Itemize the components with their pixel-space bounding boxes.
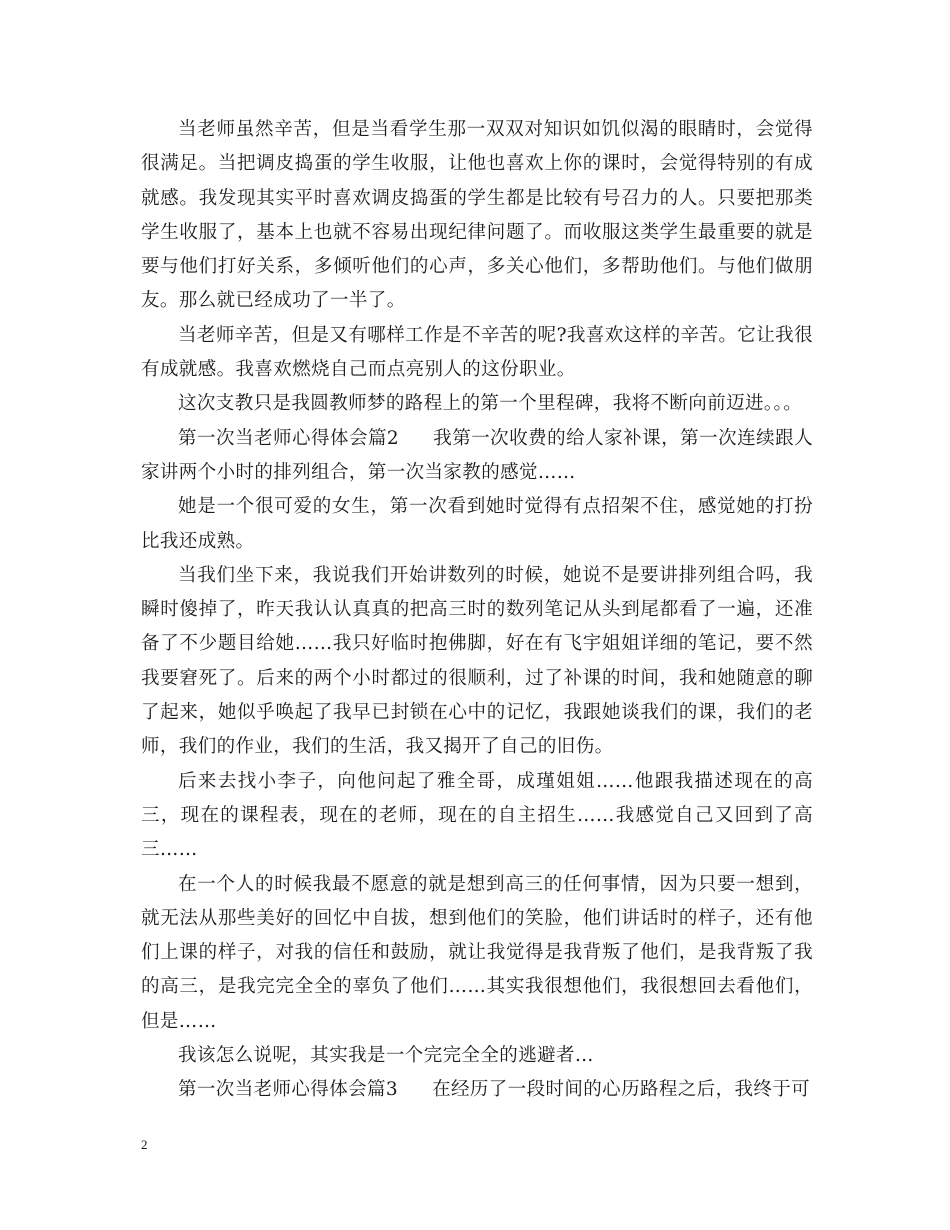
paragraph: 当老师辛苦，但是又有哪样工作是不辛苦的呢?我喜欢这样的辛苦。它让我很有成就感。我喜欢燃烧自己而点亮别人的这份职业。 bbox=[141, 324, 813, 381]
section-2-intro: 我第一次收费的给人家补课，第一次连续跟人家讲两个小时的排列组合，第一次当家教的感觉…… bbox=[141, 427, 813, 483]
page-number: 2 bbox=[141, 1137, 148, 1152]
paragraph: 她是一个很可爱的女生，第一次看到她时觉得有点招架不住，感觉她的打扮比我还成熟。 bbox=[141, 496, 813, 552]
section-3-heading: 第一次当老师心得体会篇3 bbox=[178, 1079, 399, 1101]
section-2-heading: 第一次当老师心得体会篇2 bbox=[178, 427, 400, 449]
section-3-intro: 在经历了一段时间的心历路程之后，我终于可 bbox=[432, 1079, 811, 1101]
paragraph: 当我们坐下来，我说我们开始讲数列的时候，她说不是要讲排列组合吗，我瞬时傻掉了，昨天我认认真真的把高三时的数列笔记从头到尾都看了一遍，还准备了不少题目给她……我只好临时抱佛脚，好在有飞宇姐姐详细的笔记，要不然我要窘死了。后来的两个小时都过的很顺利，过了补课的时间，我和她随意的聊了起来，她似乎唤起了我早已封锁在心中的记忆，我跟她谈我们的课，我们的老师，我们的作业，我们的生活，我又揭开了自己的旧伤。 bbox=[141, 564, 813, 758]
document-body bbox=[141, 113, 813, 1108]
paragraph: 这次支教只是我圆教师梦的路程上的第一个里程碑，我将不断向前迈进。。。 bbox=[178, 393, 803, 415]
paragraph: 在一个人的时候我最不愿意的就是想到高三的任何事情，因为只要一想到，就无法从那些美好的回忆中自拔，想到他们的笑脸，他们讲话时的样子，还有他们上课的样子，对我的信任和鼓励，就让我觉得是我背叛了他们，是我背叛了我的高三，是我完完全全的辜负了他们……其实我很想他们，我很想回去看他们，但是…… bbox=[141, 873, 813, 1032]
section-3-paragraph bbox=[141, 1073, 813, 1107]
paragraph: 后来去找小李子，向他问起了雅全哥，成瑾姐姐……他跟我描述现在的高三，现在的课程表，现在的老师，现在的自主招生……我感觉自己又回到了高三…… bbox=[141, 770, 813, 861]
section-2-paragraph bbox=[141, 422, 813, 491]
paragraph: 当老师虽然辛苦，但是当看学生那一双双对知识如饥似渴的眼睛时，会觉得很满足。当把调皮捣蛋的学生收服，让他也喜欢上你的课时，会觉得特别的有成就感。我发现其实平时喜欢调皮捣蛋的学生都是比较有号召力的人。只要把那类学生收服了，基本上也就不容易出现纪律问题了。而收服这类学生最重要的就是要与他们打好关系，多倾听他们的心声，多关心他们，多帮助他们。与他们做朋友。那么就已经成功了一半了。 bbox=[141, 119, 813, 312]
paragraph: 我该怎么说呢，其实我是一个完完全全的逃避者… bbox=[178, 1045, 594, 1067]
